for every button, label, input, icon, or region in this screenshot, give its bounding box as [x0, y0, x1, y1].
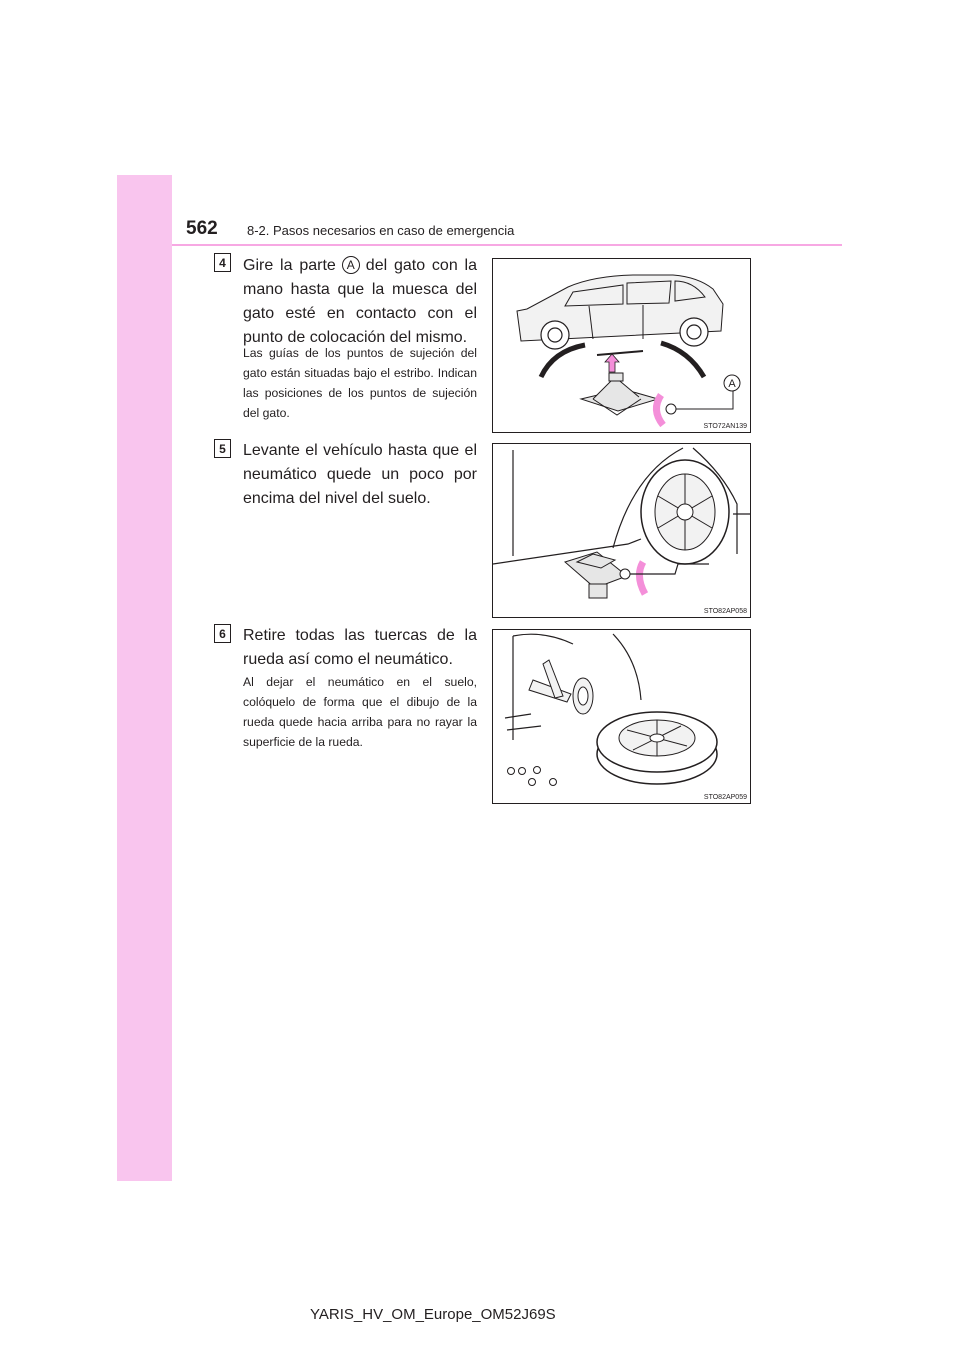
step-4-text-after: del gato con la mano hasta que la muesca del gato esté en contacto con el punto de colocación del mismo.	[243, 257, 477, 346]
figure-callout-a: A	[728, 378, 736, 390]
step-6-instruction: Retire todas las tuercas de la rueda así como el neumático.	[243, 627, 477, 668]
side-color-band	[117, 175, 172, 1181]
figure-code: STO72AN139	[703, 423, 747, 430]
jack-placement-illustration	[493, 259, 750, 432]
step-number-badge: 4	[214, 253, 231, 272]
figure-lift-vehicle	[492, 443, 751, 618]
lift-vehicle-illustration	[493, 444, 750, 617]
footer-document-id: YARIS_HV_OM_Europe_OM52J69S	[310, 1306, 556, 1323]
step-4-text-before: Gire la parte	[243, 257, 336, 274]
header-rule	[172, 244, 842, 246]
figure-remove-wheel	[492, 629, 751, 804]
figure-code: STO82AP059	[703, 794, 747, 801]
part-a-marker: A	[342, 256, 360, 274]
section-title: 8-2. Pasos necesarios en caso de emergencia	[247, 223, 515, 238]
figure-jack-placement	[492, 258, 751, 433]
step-4-instruction	[243, 254, 477, 350]
step-number-badge: 5	[214, 439, 231, 458]
remove-wheel-illustration	[493, 630, 750, 803]
step-number-badge: 6	[214, 624, 231, 643]
page-number: 562	[186, 218, 218, 239]
step-5-instruction: Levante el vehículo hasta que el neumático quede un poco por encima del nivel del suelo.	[243, 442, 477, 507]
step-4-note: Las guías de los puntos de sujeción del gato están situadas bajo el estribo. Indican las posiciones de los puntos de sujeción del gato.	[243, 346, 477, 420]
step-6-note: Al dejar el neumático en el suelo, colóquelo de forma que el dibujo de la rueda quede hacia arriba para no rayar la superficie de la rueda.	[243, 675, 477, 749]
figure-code: STO82AP058	[703, 608, 747, 615]
